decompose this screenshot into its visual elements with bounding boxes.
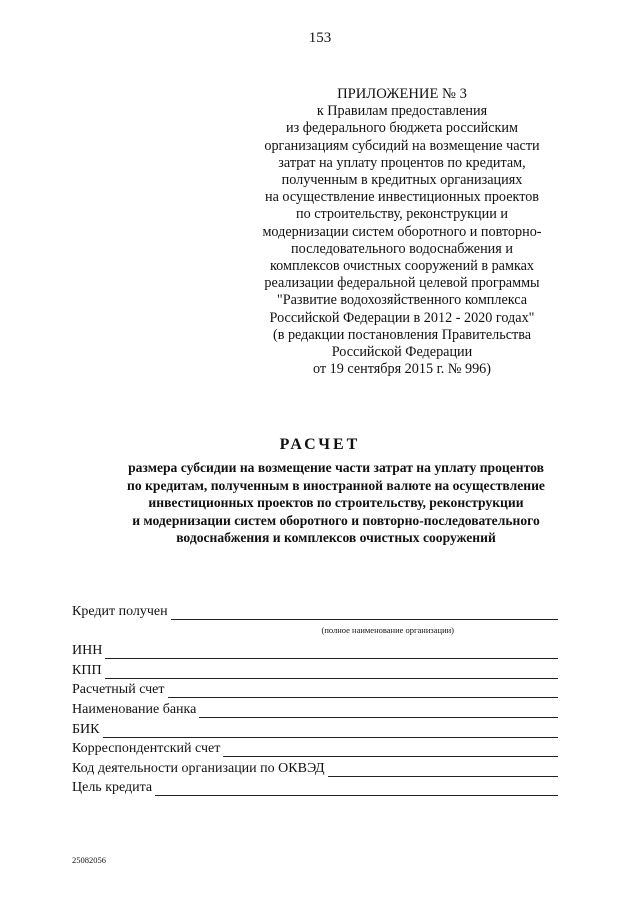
corr-account-label: Корреспондентский счет [72, 741, 221, 757]
subtitle-line: по кредитам, полученным в иностранной валюте на осуществление [127, 477, 545, 493]
appendix-header: ПРИЛОЖЕНИЕ № 3 [337, 86, 467, 102]
inn-row [72, 640, 558, 660]
appendix-line: реализации федеральной целевой программы [264, 275, 540, 292]
appendix-line: (в редакции постановления Правительства [272, 326, 532, 343]
okved-row [72, 757, 558, 777]
bik-label: БИК [72, 721, 100, 737]
appendix-line: организациям субсидий на возмещение части [264, 137, 540, 154]
document-subtitle [60, 459, 612, 547]
appendix-line: модернизации систем оборотного и повторно- [262, 223, 542, 240]
appendix-line: из федерального бюджета российским [286, 120, 518, 137]
kpp-label: КПП [72, 662, 102, 678]
credit-label: Кредит получен [72, 603, 168, 619]
corr-account-field[interactable] [223, 742, 558, 757]
credit-purpose-label: Цель кредита [72, 780, 153, 796]
appendix-line: к Правилам предоставления [316, 103, 488, 120]
bik-field[interactable] [103, 723, 559, 738]
credit-purpose-field[interactable] [155, 781, 558, 796]
subtitle-line: и модернизации систем оборотного и повторно-последовательного [132, 512, 540, 528]
footer-code: 25082056 [72, 855, 106, 865]
account-row [72, 679, 558, 699]
subtitle-line: инвестиционных проектов по строительству, реконструкции [148, 495, 524, 511]
subtitle-line: размера субсидии на возмещение части затрат на уплату процентов [128, 460, 544, 475]
okved-field[interactable] [328, 762, 558, 777]
credit-field[interactable] [171, 605, 558, 620]
credit-form [72, 600, 558, 796]
appendix-line: на осуществление инвестиционных проектов [264, 189, 540, 206]
credit-purpose-row [72, 777, 558, 797]
bank-name-field[interactable] [199, 703, 558, 718]
document-title: РАСЧЕТ [279, 436, 361, 453]
inn-field[interactable] [105, 644, 558, 659]
appendix-line: от 19 сентября 2015 г. № 996) [313, 361, 491, 378]
bik-row [72, 718, 558, 738]
appendix-line: "Развитие водохозяйственного комплекса [276, 292, 528, 309]
page-number: 153 [308, 30, 332, 46]
kpp-row [72, 659, 558, 679]
okved-label: Код деятельности организации по ОКВЭД [72, 760, 325, 776]
kpp-field[interactable] [105, 664, 558, 679]
appendix-line: полученным в кредитных организациях [281, 172, 523, 189]
appendix-block [232, 86, 572, 378]
appendix-line: по строительству, реконструкции и [296, 206, 508, 223]
inn-label: ИНН [72, 643, 103, 659]
bank-name-row [72, 698, 558, 718]
appendix-line: Российской Федерации в 2012 - 2020 годах" [269, 309, 535, 326]
bank-name-label: Наименование банка [72, 701, 197, 717]
account-label: Расчетный счет [72, 682, 165, 698]
credit-hint: (полное наименование организации) [321, 624, 454, 635]
corr-account-row [72, 738, 558, 758]
account-field[interactable] [168, 683, 558, 698]
appendix-line: затрат на уплату процентов по кредитам, [278, 154, 526, 171]
appendix-line: Российской Федерации [331, 344, 473, 361]
subtitle-line: водоснабжения и комплексов очистных сооружений [176, 530, 496, 546]
credit-row [72, 600, 558, 620]
appendix-line: последовательного водоснабжения и [291, 240, 513, 257]
appendix-line: комплексов очистных сооружений в рамках [269, 258, 535, 275]
